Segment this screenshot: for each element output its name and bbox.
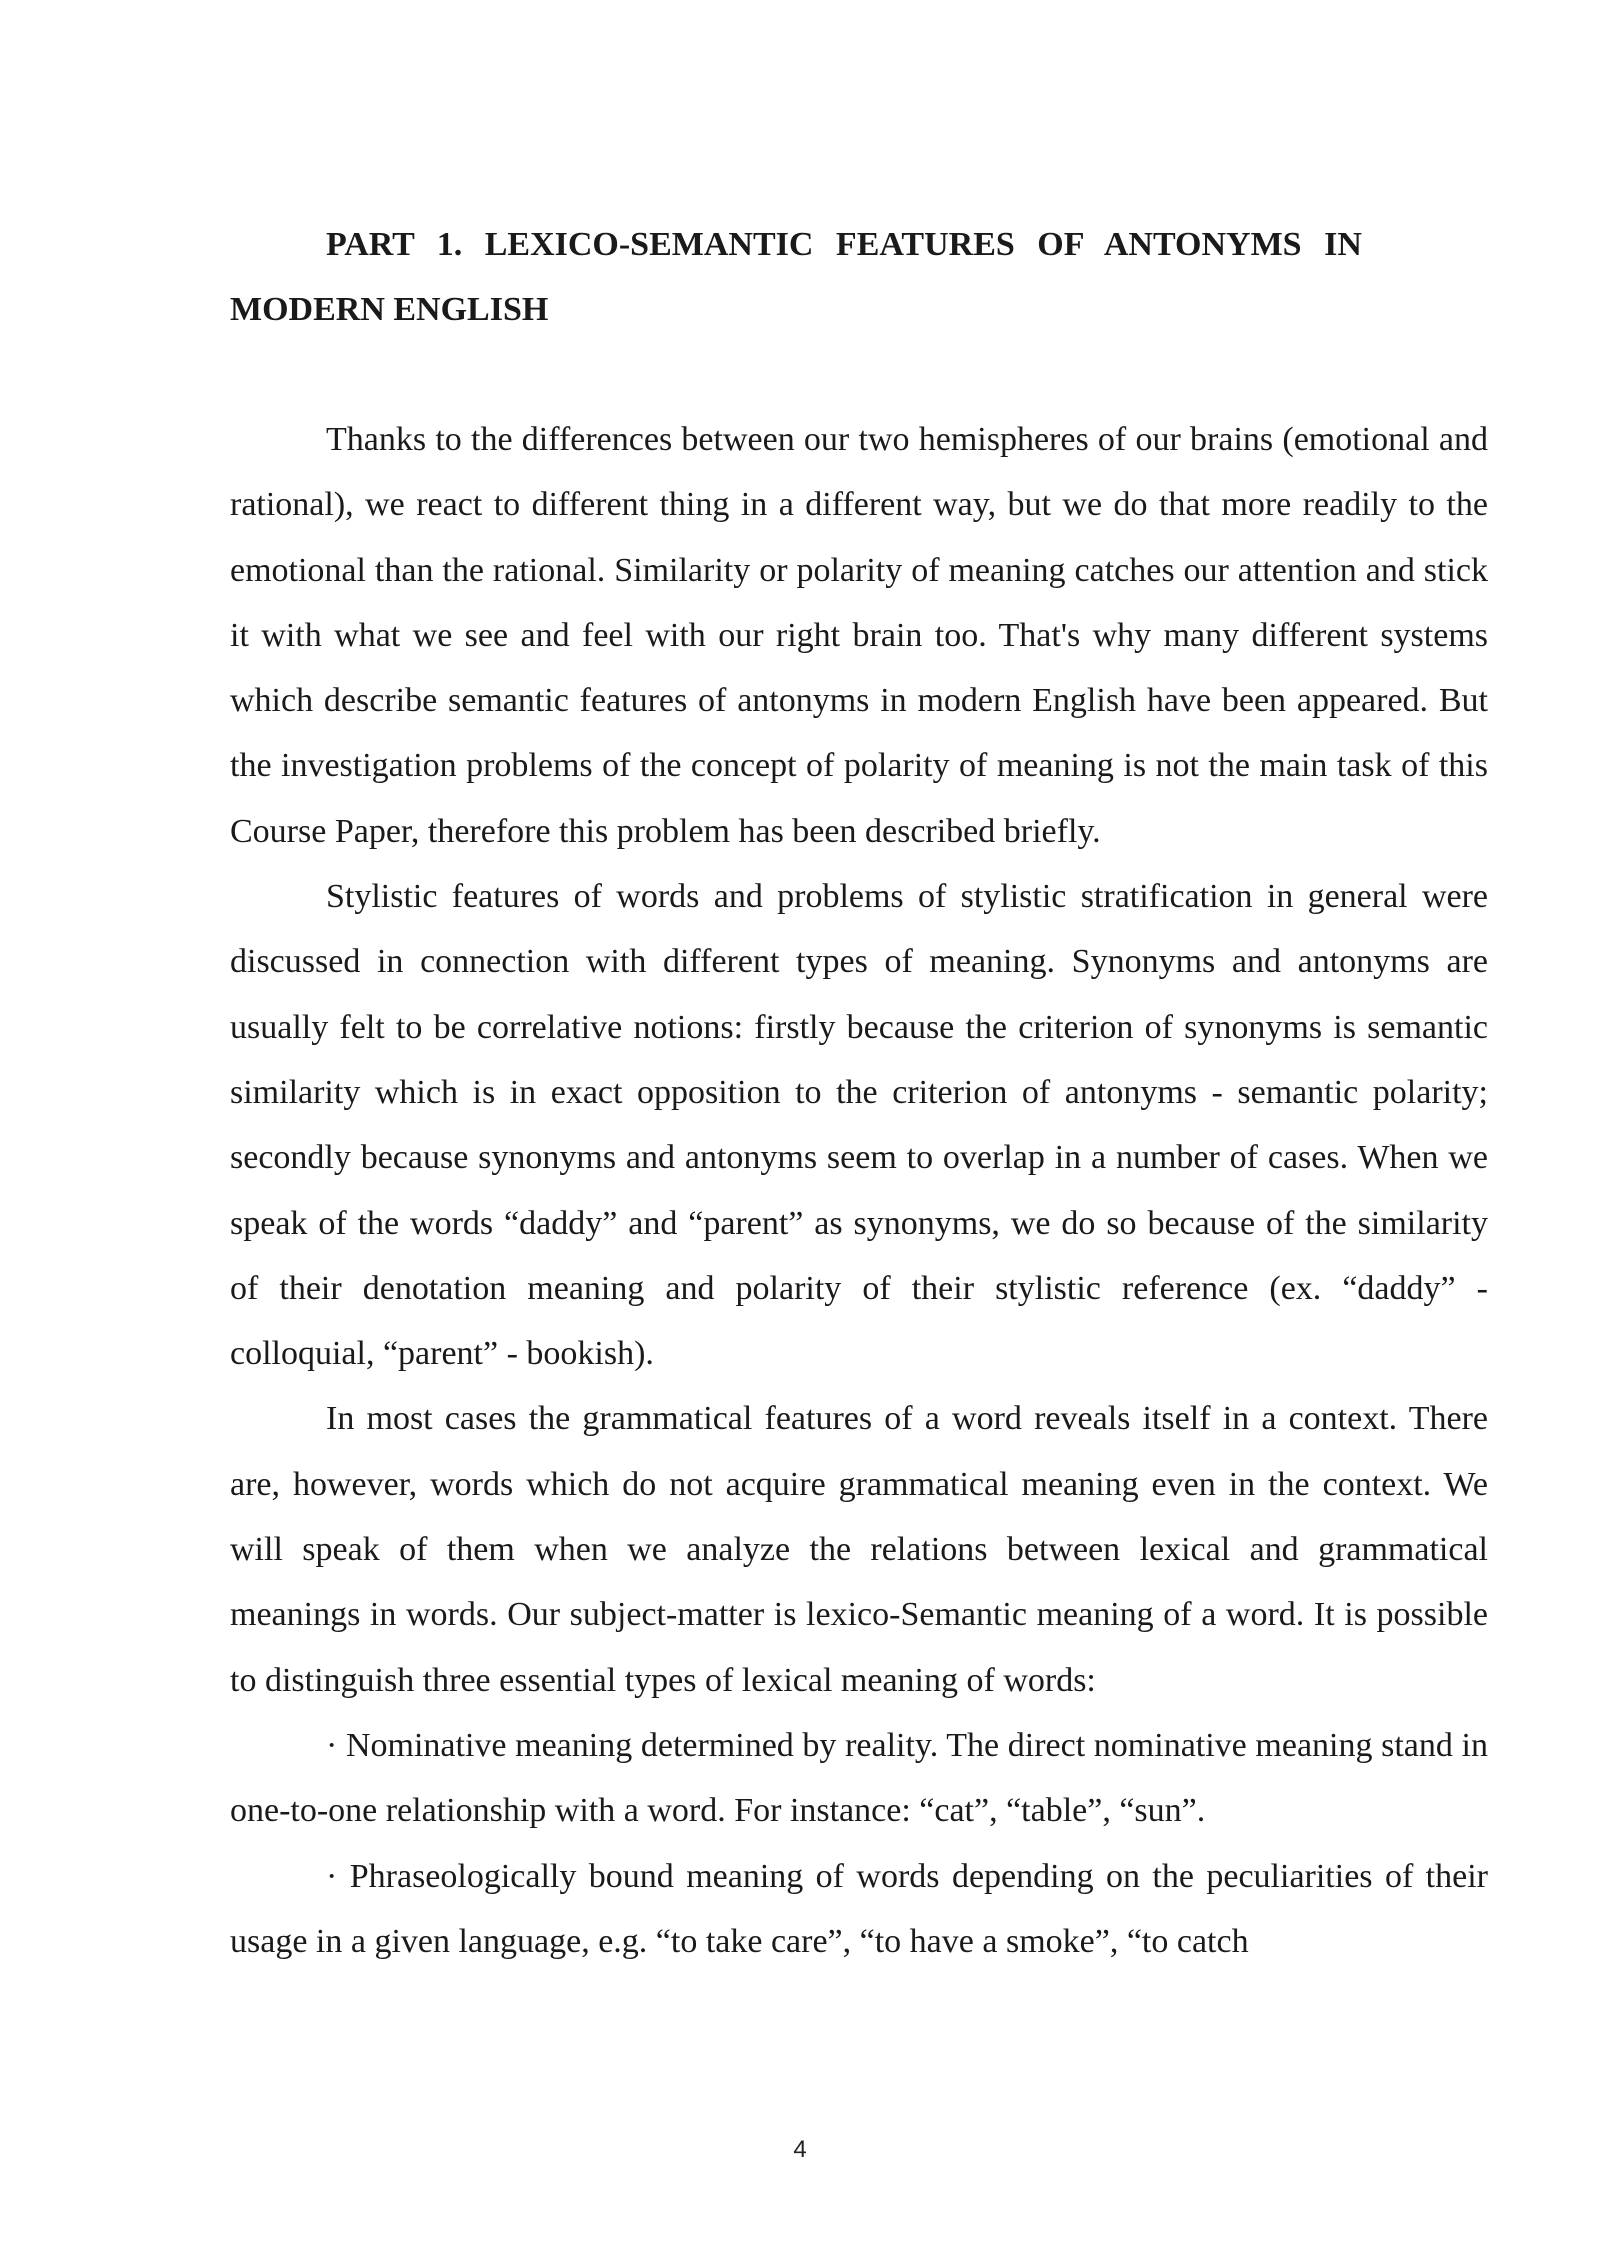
section-heading-line1: PART 1. LEXICO-SEMANTIC FEATURES OF ANTONYMS IN — [326, 226, 1362, 263]
body-text — [230, 407, 1488, 1974]
section-heading-line2: MODERN ENGLISH — [230, 291, 549, 328]
bullet-paragraph-nominative: · Nominative meaning determined by reality. The direct nominative meaning stand in one-to-one relationship with a word. For instance: “cat”, “table”, “sun”. — [230, 1726, 1488, 1830]
paragraph-3: In most cases the grammatical features of a word reveals itself in a context. There are, however, words which do not acquire grammatical meaning even in the context. We will speak of them when we analyze the relations between lexical and grammatical meanings in words. Our subject-matter is lexico-Semantic meaning of a word. It is possible to distinguish three essential types of lexical meaning of words: — [230, 1400, 1488, 1699]
bullet-paragraph-phraseological: · Phraseologically bound meaning of words depending on the peculiarities of their usage in a given language, e.g. “to take care”, “to have a smoke”, “to catch — [230, 1857, 1488, 1960]
document-page — [230, 212, 1488, 1974]
paragraph-1: Thanks to the differences between our two hemispheres of our brains (emotional and rational), we react to different thing in a different way, but we do that more readily to the emotional than the rational. Similarity or polarity of meaning catches our attention and stick it with what we see and feel with our right brain too. That's why many different systems which describe semantic features of antonyms in modern English have been appeared. But the investigation problems of the concept of polarity of meaning is not the main task of this Course Paper, therefore this problem has been described briefly. — [230, 421, 1488, 850]
paragraph-2: Stylistic features of words and problems of stylistic stratification in general were discussed in connection with different types of meaning. Synonyms and antonyms are usually felt to be correlative notions: firstly because the criterion of synonyms is semantic similarity which is in exact opposition to the criterion of antonyms - semantic polarity; secondly because synonyms and antonyms seem to overlap in a number of cases. When we speak of the words “daddy” and “parent” as synonyms, we do so because of the similarity of their denotation meaning and polarity of their stylistic reference (ex. “daddy” - colloquial, “parent” - bookish). — [230, 878, 1488, 1373]
page-number: 4 — [793, 2136, 807, 2163]
